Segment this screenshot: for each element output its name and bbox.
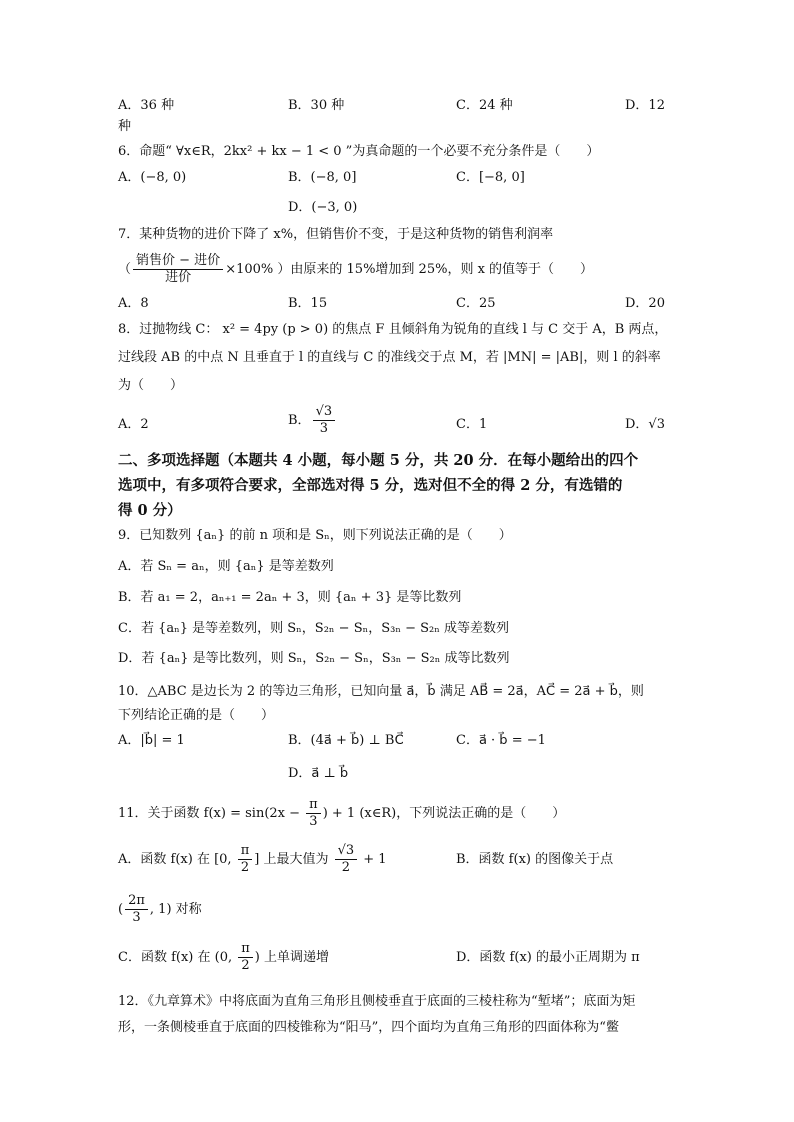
q12-line-1: 12．《九章算术》中将底面为直角三角形且侧棱垂直于底面的三棱柱称为“堑堵”；底面为矩 [118, 994, 636, 1009]
section-2-heading-line-1: 二、多项选择题（本题共 4 小题，每小题 5 分，共 20 分．在每小题给出的四个 [118, 452, 639, 469]
q5-option-d: D．12 [625, 98, 665, 113]
q10-option-b: B．(4a⃗ + b⃗) ⊥ BC⃗ [288, 733, 404, 748]
q11-pi: π [306, 797, 321, 814]
q8-option-b-denominator: 3 [319, 421, 328, 436]
q11-option-b: B．函数 f(x) 的图像关于点 [456, 852, 614, 867]
q7-rest: ）由原来的 15%增加到 25%，则 x 的值等于（ ） [277, 262, 594, 277]
q5-option-a: A．36 种 [118, 98, 175, 113]
q11-option-b-den: 3 [132, 910, 141, 925]
q7-fraction-tail: ×100% [225, 262, 274, 277]
q11-option-b-continued [118, 890, 202, 930]
q11-stem [118, 794, 565, 834]
q6-option-c: C．[−8, 0] [456, 170, 525, 185]
q8-option-b [288, 402, 337, 440]
q11-option-c [118, 938, 329, 978]
q5-option-c: C．24 种 [456, 98, 513, 113]
q8-option-c: C．1 [456, 417, 488, 432]
q11-option-a-den2: 2 [341, 860, 350, 875]
q8-option-b-fraction [313, 404, 336, 437]
q7-option-a: A．8 [118, 296, 149, 311]
section-2-heading-line-3: 得 0 分） [118, 502, 182, 519]
q5-option-b: B．30 种 [288, 98, 345, 113]
q11-option-a [118, 840, 387, 880]
q7-profit-fraction [133, 253, 223, 286]
q11-stem-post: ) + 1 (x∈R)，下列说法正确的是（ ） [322, 806, 566, 821]
q11-option-a-post: + 1 [359, 852, 387, 867]
q11-three: 3 [309, 814, 318, 829]
q6-stem: 6．命题“ ∀x∈R，2kx² + kx − 1 < 0 ”为真命题的一个必要不充分条件是（ ） [118, 144, 600, 159]
q8-line-3: 为（ ） [118, 378, 184, 393]
q6-option-b: B．(−8, 0] [288, 170, 357, 185]
q12-line-2: 形，一条侧棱垂直于底面的四棱锥称为“阳马”，四个面均为直角三角形的四面体称为“鳖 [118, 1020, 619, 1035]
q11-option-b-fraction [125, 893, 148, 926]
q10-option-c: C．a⃗ · b⃗ = −1 [456, 733, 546, 748]
q9-option-a: A．若 Sₙ = aₙ，则 {aₙ} 是等差数列 [118, 559, 334, 574]
q11-pi-over-3 [306, 797, 321, 830]
q11-option-c-pre: C．函数 f(x) 在 (0, [118, 950, 237, 965]
q7-formula-line [118, 252, 593, 288]
q11-option-c-post: ) 上单调递增 [254, 950, 330, 965]
q7-option-d: D．20 [625, 296, 665, 311]
q10-line-1: 10．△ABC 是边长为 2 的等边三角形，已知向量 a⃗，b⃗ 满足 AB⃗ = 2a⃗，AC⃗ = 2a⃗ + b⃗，则 [118, 684, 644, 699]
q11-option-a-num2: √3 [335, 843, 358, 860]
q11-option-a-interval-fraction [238, 843, 253, 876]
q7-option-b: B．15 [288, 296, 328, 311]
q5-option-d-continued: 种 [118, 119, 132, 134]
q10-option-a: A．|b⃗| = 1 [118, 733, 185, 748]
q8-option-b-numerator: √3 [313, 404, 336, 421]
q7-fraction-numerator: 销售价 − 进价 [133, 253, 223, 270]
q9-option-b: B．若 a₁ = 2，aₙ₊₁ = 2aₙ + 3，则 {aₙ + 3} 是等比数列 [118, 590, 462, 605]
q7-option-c: C．25 [456, 296, 496, 311]
q11-option-b-num: 2π [125, 893, 148, 910]
q11-option-a-den: 2 [240, 860, 250, 875]
q8-option-d: D．√3 [625, 417, 665, 432]
q7-open-paren: （ [118, 262, 132, 277]
q11-stem-pre: 11．关于函数 f(x) = sin(2x − [118, 806, 305, 821]
section-2-heading-line-2: 选项中，有多项符合要求，全部选对得 5 分，选对但不全的得 2 分，有选错的 [118, 477, 623, 494]
q11-option-b-open: ( [118, 902, 124, 917]
q8-option-a: A．2 [118, 417, 149, 432]
q11-option-d: D．函数 f(x) 的最小正周期为 π [456, 950, 640, 965]
q7-stem: 7．某种货物的进价下降了 x%，但销售价不变，于是这种货物的销售利润率 [118, 227, 554, 242]
q11-option-a-num: π [238, 843, 253, 860]
q11-option-c-fraction [238, 941, 253, 974]
q8-line-2: 过线段 AB 的中点 N 且垂直于 l 的直线与 C 的准线交于点 M，若 |MN| = |AB|，则 l 的斜率 [118, 350, 661, 365]
q8-option-b-label: B． [288, 413, 311, 428]
q6-option-a: A．(−8, 0) [118, 170, 187, 185]
q9-option-d: D．若 {aₙ} 是等比数列，则 Sₙ，S₂ₙ − Sₙ，S₃ₙ − S₂ₙ 成等比数列 [118, 651, 510, 666]
q11-option-c-den: 2 [241, 958, 250, 973]
q9-stem: 9．已知数列 {aₙ} 的前 n 项和是 Sₙ，则下列说法正确的是（ ） [118, 528, 512, 543]
q7-fraction-denominator: 进价 [165, 270, 192, 285]
q11-option-b-post: , 1) 对称 [149, 902, 202, 917]
q10-option-d: D．a⃗ ⊥ b⃗ [288, 766, 349, 781]
q8-line-1: 8．过抛物线 C： x² = 4py (p > 0) 的焦点 F 且倾斜角为锐角的直线 l 与 C 交于 A，B 两点， [118, 322, 668, 337]
q9-option-c: C．若 {aₙ} 是等差数列，则 Sₙ，S₂ₙ − Sₙ，S₃ₙ − S₂ₙ 成等差数列 [118, 621, 509, 636]
q11-option-a-pre: A．函数 f(x) 在 [0, [118, 852, 236, 867]
q6-option-d: D．(−3, 0) [288, 200, 358, 215]
q11-option-a-mid: ] 上最大值为 [254, 852, 333, 867]
q10-line-2: 下列结论正确的是（ ） [118, 708, 275, 723]
q11-option-a-max-fraction [335, 843, 358, 876]
q11-option-c-num: π [238, 941, 253, 958]
